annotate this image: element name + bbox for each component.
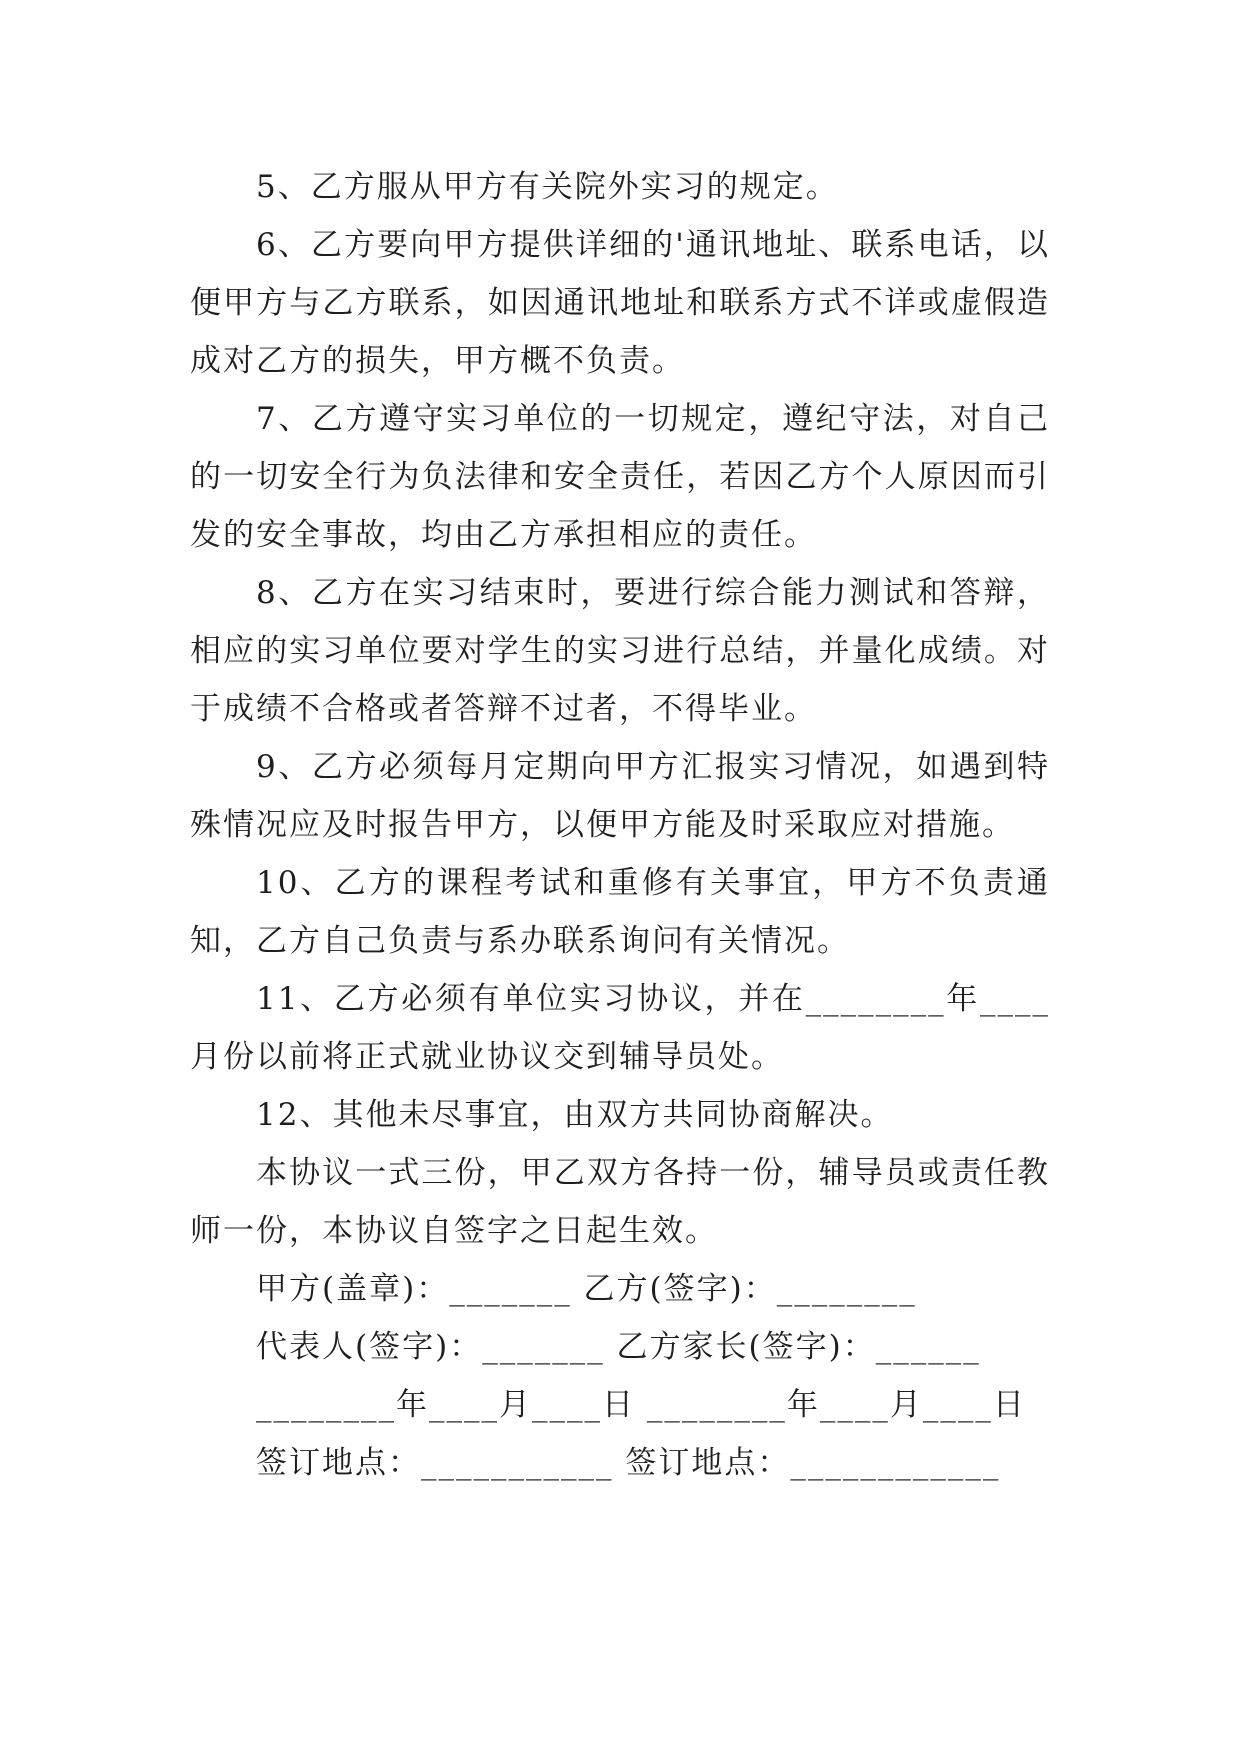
clause-11: 11、乙方必须有单位实习协议，并在________年____月份以前将正式就业协议交到辅导员处。: [190, 981, 1050, 1075]
date-line: ________年____月____日 ________年____月____日: [256, 1387, 1026, 1423]
clause-9: 9、乙方必须每月定期向甲方汇报实习情况，如遇到特殊情况应及时报告甲方，以便甲方能及时采取应对措施。: [190, 749, 1050, 843]
document-body: [190, 158, 1050, 1492]
clause-8: 8、乙方在实习结束时，要进行综合能力测试和答辩，相应的实习单位要对学生的实习进行总结，并量化成绩。对于成绩不合格或者答辩不过者，不得毕业。: [190, 575, 1050, 727]
clause-7: 7、乙方遵守实习单位的一切规定，遵纪守法，对自己的一切安全行为负法律和安全责任，若因乙方个人原因而引发的安全事故，均由乙方承担相应的责任。: [190, 401, 1050, 553]
clause-5: 5、乙方服从甲方有关院外实习的规定。: [256, 169, 839, 205]
party-signature-line: 甲方(盖章)：_______ 乙方(签字)：________: [256, 1271, 917, 1307]
clause-6: 6、乙方要向甲方提供详细的'通讯地址、联系电话，以便甲方与乙方联系，如因通讯地址和联系方式不详或虚假造成对乙方的损失，甲方概不负责。: [190, 227, 1050, 379]
copies-statement: 本协议一式三份，甲乙双方各持一份，辅导员或责任教师一份，本协议自签字之日起生效。: [190, 1155, 1050, 1249]
clause-10: 10、乙方的课程考试和重修有关事宜，甲方不负责通知，乙方自己负责与系办联系询问有关情况。: [190, 865, 1050, 959]
signing-place-line: 签订地点：___________ 签订地点：____________: [256, 1445, 1001, 1481]
representative-signature-line: 代表人(签字)：_______ 乙方家长(签字)：______: [256, 1329, 981, 1365]
clause-12: 12、其他未尽事宜，由双方共同协商解决。: [256, 1097, 894, 1133]
